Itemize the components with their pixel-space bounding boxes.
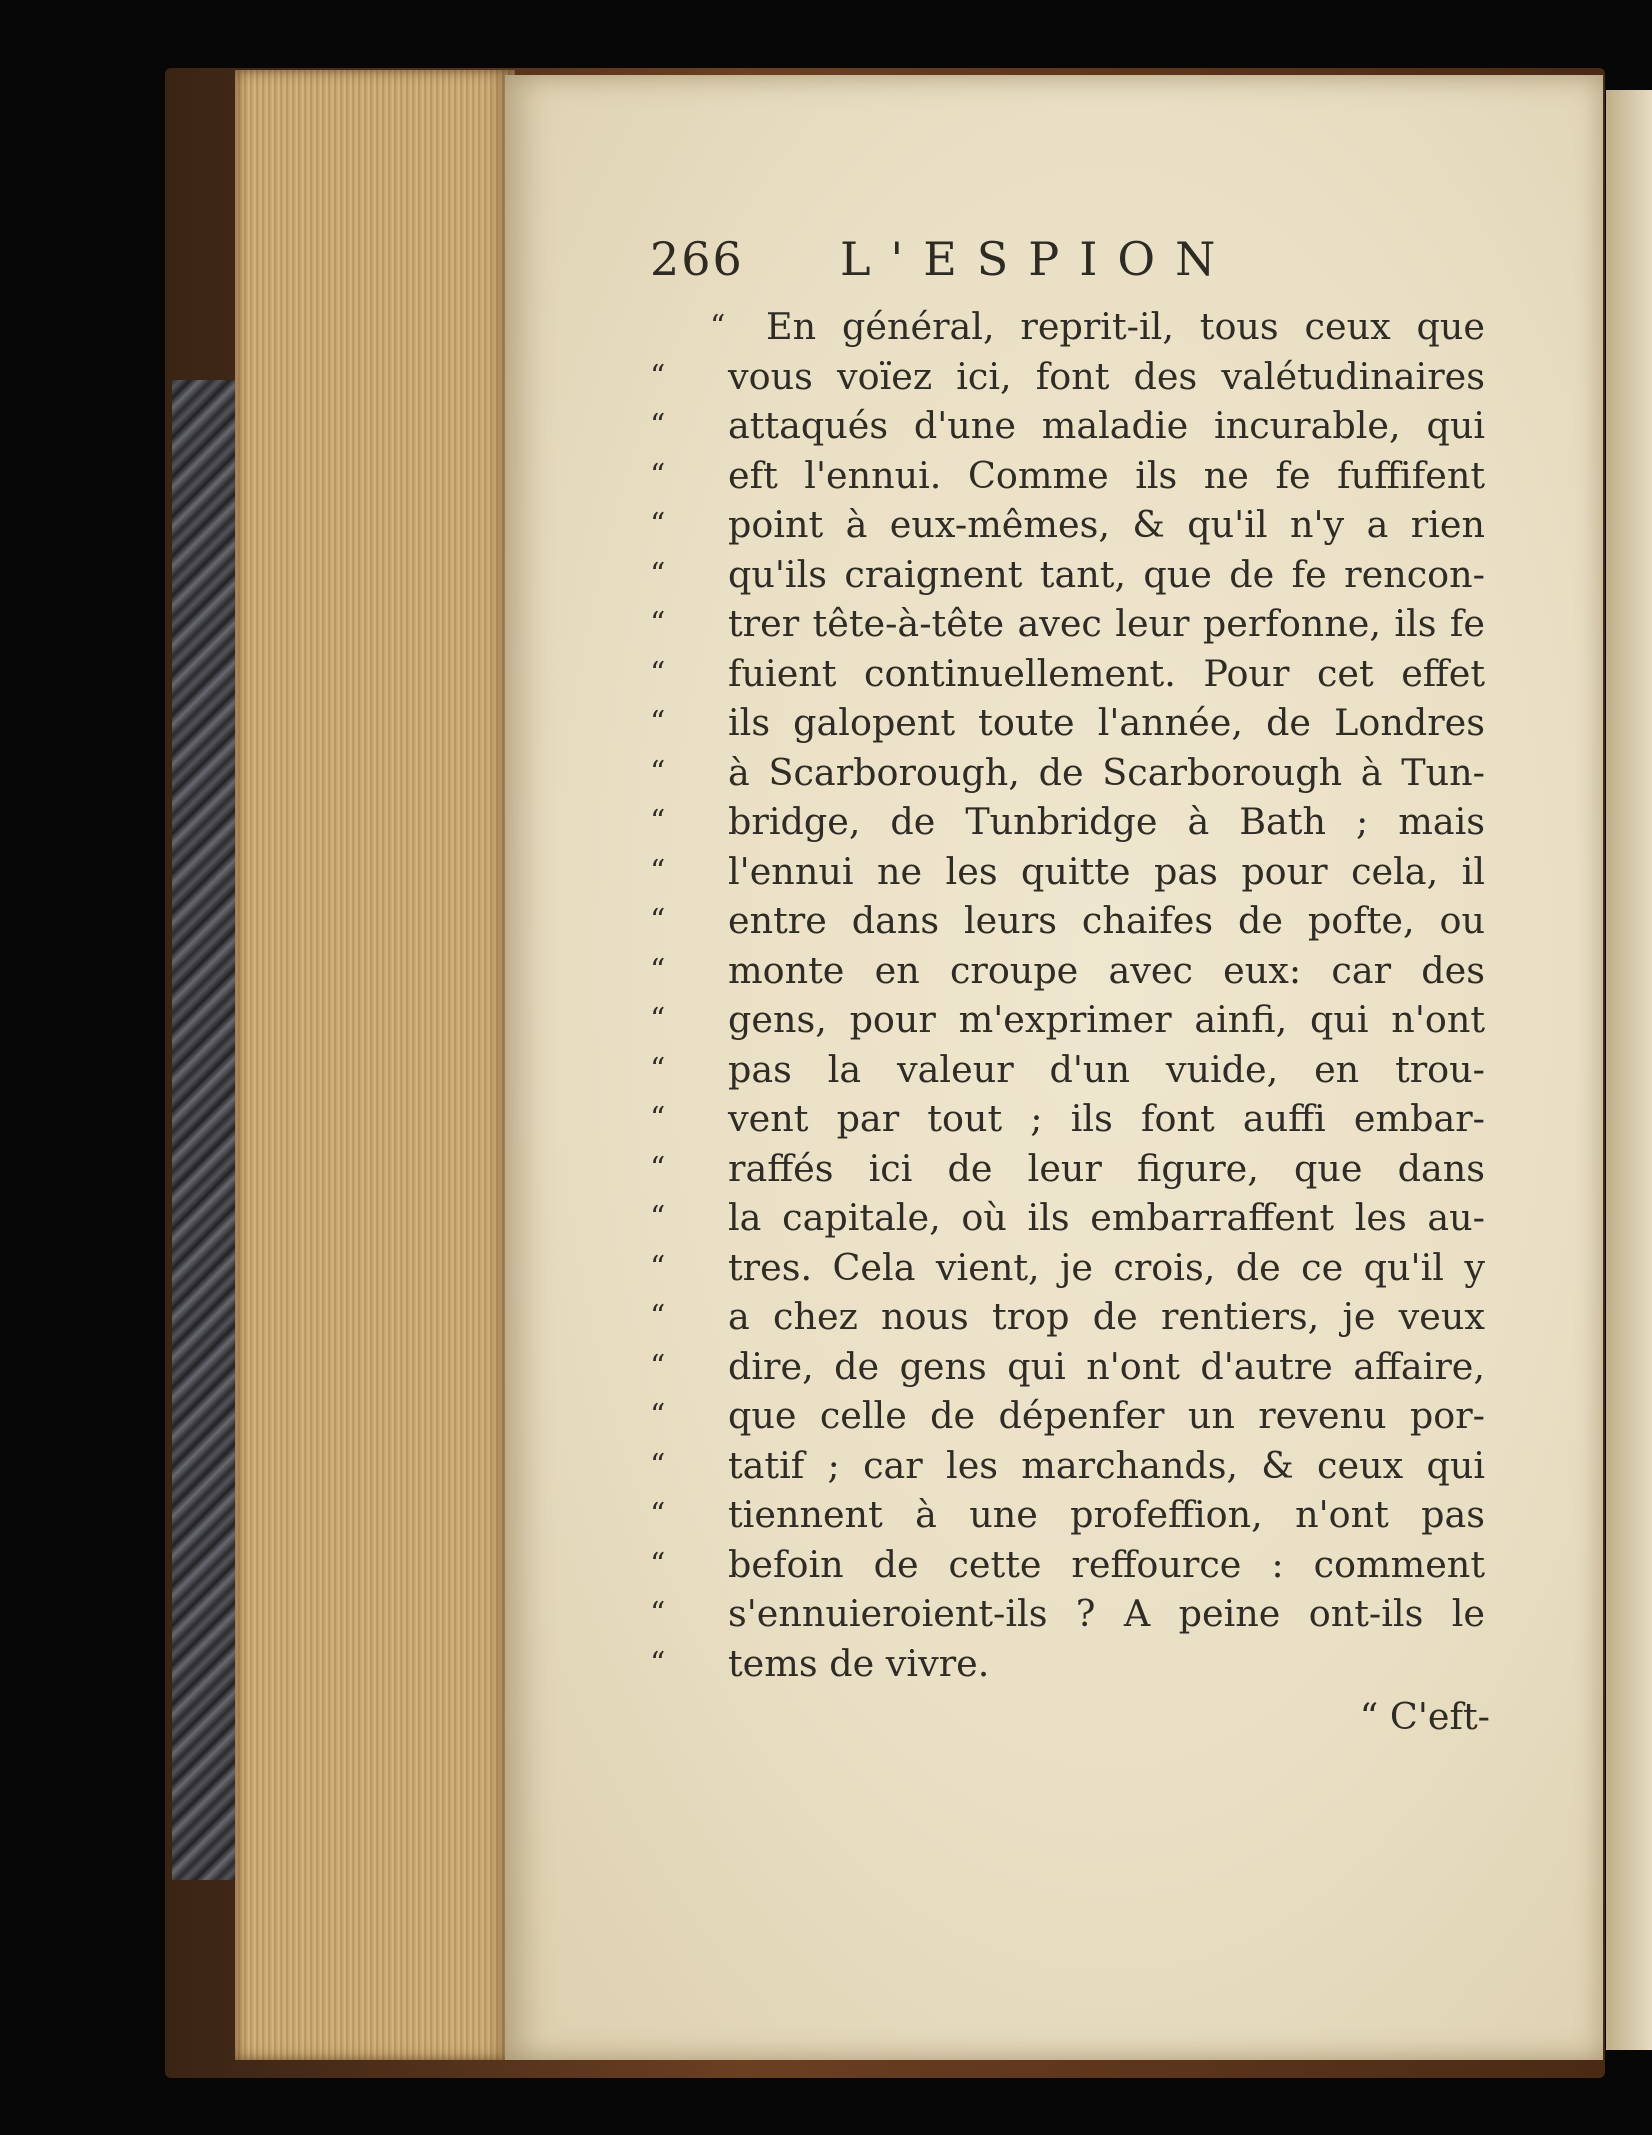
line-text: attaqués d'une maladie incurable, qui [728, 404, 1485, 447]
quote-mark: “ [650, 1200, 667, 1235]
quote-mark: “ [650, 754, 667, 790]
line-text: que celle de dépenfer un revenu por- [728, 1394, 1485, 1437]
text-line [650, 1045, 1485, 1095]
quote-mark: “ [650, 705, 667, 740]
quote-mark: “ [650, 556, 667, 592]
line-text: gens, pour m'exprimer ainfi, qui n'ont [728, 998, 1485, 1041]
quote-mark: “ [650, 606, 667, 641]
text-line [650, 599, 1485, 649]
line-text: tatif ; car les marchands, & ceux qui [728, 1443, 1485, 1487]
quote-mark: “ [650, 1150, 667, 1186]
text-line [650, 1342, 1485, 1392]
line-text: tems de vivre. [728, 1641, 990, 1685]
line-text: vent par tout ; ils font auffi embar- [728, 1097, 1485, 1140]
text-line [650, 401, 1485, 451]
text-line [650, 1540, 1485, 1590]
line-text: eft l'ennui. Comme ils ne fe fuffifent [728, 453, 1485, 497]
quote-mark: “ [650, 1249, 667, 1285]
line-text: ils galopent toute l'année, de Londres [728, 701, 1485, 744]
line-text: qu'ils craignent tant, que de fe rencon- [728, 552, 1485, 596]
text-line [650, 649, 1485, 699]
quote-mark: “ [650, 408, 667, 443]
text-line [650, 1094, 1485, 1144]
quote-mark: “ [650, 804, 667, 839]
line-text: la capitale, où ils embarraffent les au- [728, 1196, 1485, 1239]
quote-mark: “ [650, 903, 667, 938]
line-text: En général, reprit-il, tous ceux que [766, 305, 1485, 348]
quote-mark: “ [650, 358, 667, 394]
quote-mark: “ [710, 309, 727, 344]
quote-mark: “ [650, 1546, 667, 1582]
quote-mark: “ [650, 1398, 667, 1433]
quote-mark: “ [650, 655, 667, 691]
text-line [650, 1441, 1485, 1491]
body-text [650, 302, 1485, 1688]
text-line [650, 896, 1485, 946]
quote-mark: “ [650, 952, 667, 988]
header-title: L'ESPION [840, 232, 1236, 286]
quote-mark: “ [650, 1447, 667, 1483]
text-line [650, 995, 1485, 1045]
quote-mark: “ [650, 1002, 667, 1037]
text-line [650, 302, 1485, 352]
quote-mark: “ [650, 457, 667, 493]
line-text: raffés ici de leur figure, que dans [728, 1146, 1485, 1190]
text-line [650, 451, 1485, 501]
text-line [650, 1589, 1485, 1639]
text-line [650, 946, 1485, 996]
quote-mark: “ [650, 1101, 667, 1136]
page-number: 266 [650, 232, 744, 286]
page-edges [235, 70, 515, 2060]
line-text: befoin de cette reffource : comment [728, 1542, 1485, 1586]
line-text: fuient continuellement. Pour cet effet [728, 651, 1485, 695]
text-line [650, 352, 1485, 402]
quote-mark: “ [650, 1497, 667, 1532]
line-text: dire, de gens qui n'ont d'autre affaire, [728, 1344, 1485, 1388]
text-line [650, 1292, 1485, 1342]
line-text: à Scarborough, de Scarborough à Tun- [728, 750, 1485, 794]
line-text: monte en croupe avec eux: car des [728, 948, 1485, 992]
text-line [650, 797, 1485, 847]
line-text: tiennent à une profeffion, n'ont pas [728, 1493, 1485, 1536]
line-text: l'ennui ne les quitte pas pour cela, il [728, 849, 1485, 893]
text-line [650, 1490, 1485, 1540]
quote-mark: “ [650, 1299, 667, 1334]
text-line [650, 698, 1485, 748]
running-head [650, 232, 1480, 292]
text-line [650, 1391, 1485, 1441]
line-text: tres. Cela vient, je crois, de ce qu'il y [728, 1245, 1485, 1289]
line-text: entre dans leurs chaifes de pofte, ou [728, 899, 1485, 942]
catchword: “ C'eft- [1359, 1695, 1490, 1738]
text-line [650, 1639, 1485, 1689]
text-line [650, 1193, 1485, 1243]
quote-mark: “ [650, 507, 667, 542]
line-text: trer tête-à-tête avec leur perfonne, ils fe [728, 602, 1485, 645]
line-text: vous voïez ici, font des valétudinaires [728, 354, 1485, 398]
quote-mark: “ [650, 1051, 667, 1087]
quote-mark: “ [650, 1348, 667, 1384]
text-line [650, 1243, 1485, 1293]
quote-mark: “ [650, 853, 667, 889]
quote-mark: “ [650, 1596, 667, 1631]
text-line [650, 550, 1485, 600]
facing-page-edge [1606, 90, 1652, 2050]
text-line [650, 847, 1485, 897]
line-text: point à eux-mêmes, & qu'il n'y a rien [728, 503, 1485, 546]
text-line [650, 748, 1485, 798]
text-line [650, 1144, 1485, 1194]
text-line [650, 500, 1485, 550]
quote-mark: “ [650, 1645, 667, 1681]
line-text: a chez nous trop de rentiers, je veux [728, 1295, 1485, 1338]
line-text: bridge, de Tunbridge à Bath ; mais [728, 800, 1485, 843]
line-text: pas la valeur d'un vuide, en trou- [728, 1047, 1485, 1091]
line-text: s'ennuieroient-ils ? A peine ont-ils le [728, 1592, 1485, 1635]
